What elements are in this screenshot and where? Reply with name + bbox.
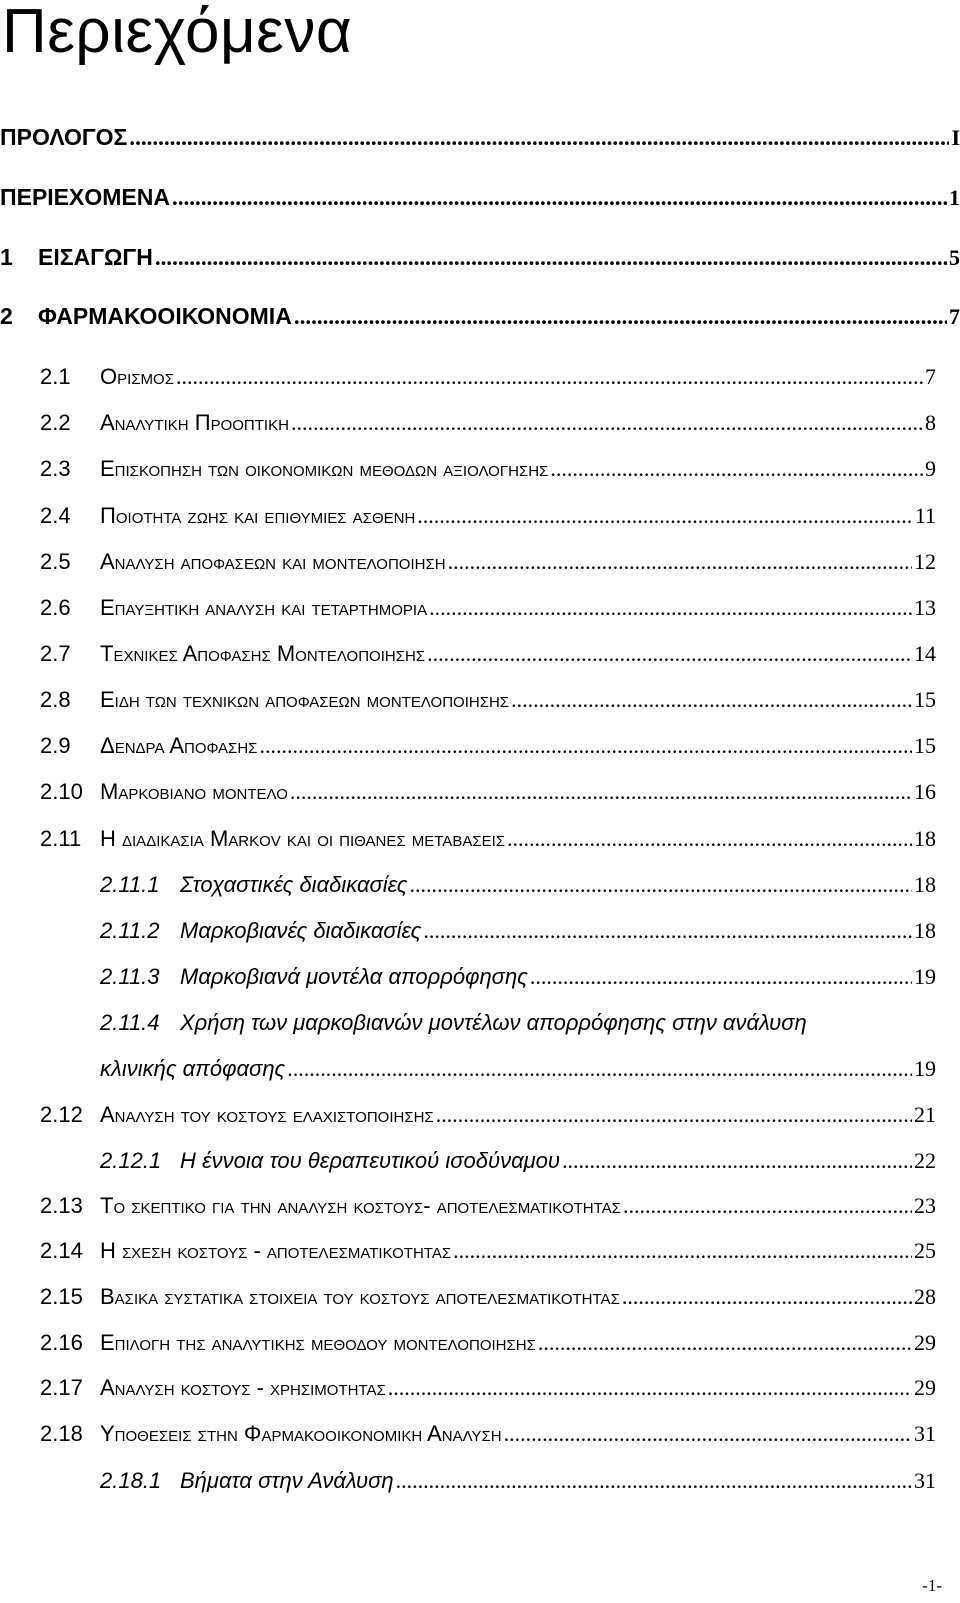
dot-leader bbox=[448, 549, 912, 575]
toc-label: Αναλυση αποφασεων και μοντελοποιηση bbox=[100, 549, 446, 574]
toc-page-number: 15 bbox=[914, 687, 936, 712]
toc-label: Χρήση των μαρκοβιανών μοντέλων απορρόφησης στην ανάλυση bbox=[180, 1010, 807, 1035]
dot-leader bbox=[436, 1102, 912, 1128]
page-footer-number: -1- bbox=[922, 1576, 942, 1595]
toc-page-number: 25 bbox=[914, 1238, 936, 1263]
dot-leader bbox=[291, 410, 923, 436]
toc-number: 2.11.1 bbox=[100, 872, 160, 897]
toc-page-number: 12 bbox=[914, 549, 936, 574]
toc-label-continued: κλινικής απόφασης bbox=[100, 1056, 286, 1081]
page-title: Περιεχόμενα bbox=[2, 0, 353, 66]
toc-page-number: 18 bbox=[914, 872, 936, 897]
toc-entry-2-11-4[interactable] bbox=[100, 1010, 936, 1036]
toc-entry-chapter-2[interactable] bbox=[0, 303, 960, 330]
dot-leader bbox=[290, 779, 912, 805]
dot-leader bbox=[550, 456, 923, 482]
toc-page-number: 28 bbox=[914, 1284, 936, 1309]
toc-page-number: 7 bbox=[925, 364, 936, 389]
toc-entry-2-13[interactable] bbox=[40, 1193, 936, 1219]
toc-number: 2.10 bbox=[40, 779, 83, 804]
toc-page-number: 22 bbox=[914, 1148, 936, 1173]
toc-label: Επισκοπηση των οικονομικων μεθοδων αξιολογησης bbox=[100, 456, 549, 481]
toc-number: 2.11.4 bbox=[100, 1010, 160, 1035]
toc-number: 2.8 bbox=[40, 687, 71, 712]
dot-leader bbox=[507, 826, 912, 852]
dot-leader bbox=[511, 687, 912, 713]
toc-entry-2-17[interactable] bbox=[40, 1375, 936, 1401]
toc-number: 2.7 bbox=[40, 641, 71, 666]
toc-page-number: 16 bbox=[914, 779, 936, 804]
dot-leader bbox=[562, 1148, 912, 1174]
toc-page-number: 19 bbox=[914, 1056, 936, 1081]
dot-leader bbox=[538, 1330, 912, 1356]
toc-page-number: 23 bbox=[914, 1193, 936, 1218]
toc-entry-2-10[interactable] bbox=[40, 779, 936, 805]
toc-number: 2 bbox=[0, 303, 13, 329]
toc-entry-2-12-1[interactable] bbox=[100, 1148, 936, 1174]
toc-number: 2.18 bbox=[40, 1421, 83, 1446]
toc-page-number: 9 bbox=[925, 456, 936, 481]
toc-label: Ορισμος bbox=[100, 364, 174, 389]
dot-leader bbox=[530, 964, 912, 990]
toc-page-number: 13 bbox=[914, 595, 936, 620]
dot-leader bbox=[176, 364, 923, 390]
toc-entry-2-15[interactable] bbox=[40, 1284, 936, 1310]
toc-label: ΠΕΡΙΕΧΟΜΕΝΑ bbox=[0, 184, 170, 210]
toc-number: 2.15 bbox=[40, 1284, 83, 1309]
toc-number: 1 bbox=[0, 244, 13, 270]
dot-leader bbox=[409, 872, 912, 898]
toc-page-number: 14 bbox=[914, 641, 936, 666]
toc-label: ΦΑΡΜΑΚΟΟΙΚΟΝΟΜΙΑ bbox=[38, 303, 292, 329]
toc-page-number: 29 bbox=[914, 1375, 936, 1400]
toc-entry-2-11-1[interactable] bbox=[100, 872, 936, 898]
toc-page-number: 31 bbox=[914, 1421, 936, 1446]
toc-label: Το σκεπτικο για την αναλυση κοστους- αποτελεσματικοτητας bbox=[100, 1193, 621, 1218]
toc-entry-contents[interactable] bbox=[0, 184, 960, 211]
toc-page-number: 21 bbox=[914, 1102, 936, 1127]
toc-label: Μαρκοβιανές διαδικασίες bbox=[180, 918, 422, 943]
toc-number: 2.1 bbox=[40, 364, 71, 389]
dot-leader bbox=[622, 1284, 912, 1310]
dot-leader bbox=[453, 1238, 912, 1264]
dot-leader bbox=[504, 1421, 912, 1447]
toc-entry-2-18[interactable] bbox=[40, 1421, 936, 1447]
toc-label: Αναλυτικη Προοπτικη bbox=[100, 410, 289, 435]
toc-page-number: 11 bbox=[914, 503, 936, 528]
toc-number: 2.14 bbox=[40, 1238, 83, 1263]
toc-number: 2.11 bbox=[40, 826, 82, 851]
toc-label: Η έννοια του θεραπευτικού ισοδύναμου bbox=[180, 1148, 560, 1173]
toc-entry-2-11-4-continued[interactable] bbox=[100, 1056, 936, 1082]
toc-number: 2.12 bbox=[40, 1102, 83, 1127]
toc-entry-2-18-1[interactable] bbox=[100, 1468, 936, 1494]
dot-leader bbox=[287, 1056, 912, 1082]
toc-number: 2.11.3 bbox=[100, 964, 160, 989]
toc-number: 2.17 bbox=[40, 1375, 83, 1400]
dot-leader bbox=[294, 304, 947, 330]
toc-label: Στοχαστικές διαδικασίες bbox=[180, 872, 408, 897]
toc-number: 2.16 bbox=[40, 1330, 83, 1355]
toc-entry-2-8[interactable] bbox=[40, 687, 936, 713]
toc-entry-2-11[interactable] bbox=[40, 826, 936, 852]
toc-label: Δενδρα Αποφασης bbox=[100, 733, 258, 758]
toc-label: Μαρκοβιανά μοντέλα απορρόφησης bbox=[180, 964, 528, 989]
toc-label: Η διαδικασια Markov και οι πιθανες μεταβασεις bbox=[100, 826, 506, 851]
dot-leader bbox=[259, 733, 912, 759]
toc-label: Ποιοτητα ζωης και επιθυμιες ασθενη bbox=[100, 503, 416, 528]
toc-number: 2.3 bbox=[40, 456, 71, 481]
dot-leader bbox=[129, 125, 949, 151]
toc-label: Βήματα στην Ανάλυση bbox=[180, 1468, 394, 1493]
toc-entry-2-1[interactable] bbox=[40, 364, 936, 390]
toc-label: ΕΙΣΑΓΩΓΗ bbox=[38, 244, 153, 270]
toc-entry-prologue[interactable] bbox=[0, 124, 960, 151]
toc-entry-2-11-3[interactable] bbox=[100, 964, 936, 990]
toc-label: Η σχεση κοστους - αποτελεσματικοτητας bbox=[100, 1238, 452, 1263]
dot-leader bbox=[172, 185, 947, 211]
toc-page-number: 5 bbox=[949, 245, 960, 270]
toc-number: 2.11.2 bbox=[100, 918, 160, 943]
dot-leader bbox=[388, 1375, 912, 1401]
dot-leader bbox=[417, 503, 913, 529]
dot-leader bbox=[427, 641, 912, 667]
toc-number: 2.5 bbox=[40, 549, 71, 574]
dot-leader bbox=[623, 1193, 912, 1219]
toc-number: 2.12.1 bbox=[100, 1148, 162, 1173]
dot-leader bbox=[429, 595, 912, 621]
toc-label: Βασικα συστατικα στοιχεια του κοστους αποτελεσματικοτητας bbox=[100, 1284, 620, 1309]
toc-number: 2.4 bbox=[40, 503, 71, 528]
toc-page-number: 29 bbox=[914, 1330, 936, 1355]
toc-page-number: 19 bbox=[914, 964, 936, 989]
toc-entry-2-12[interactable] bbox=[40, 1102, 936, 1128]
toc-label: Αναλυση κοστους - χρησιμοτητας bbox=[100, 1375, 386, 1400]
toc-number: 2.2 bbox=[40, 410, 71, 435]
toc-number: 2.13 bbox=[40, 1193, 83, 1218]
toc-page-number: I bbox=[951, 125, 960, 150]
toc-entry-2-9[interactable] bbox=[40, 733, 936, 759]
toc-entry-chapter-1[interactable] bbox=[0, 244, 960, 271]
toc-page-number: 18 bbox=[914, 918, 936, 943]
toc-entry-2-14[interactable] bbox=[40, 1238, 936, 1264]
toc-page-number: 15 bbox=[914, 733, 936, 758]
toc-number: 2.6 bbox=[40, 595, 71, 620]
toc-number: 2.9 bbox=[40, 733, 71, 758]
toc-label: Ειδη των τεχνικων αποφασεων μοντελοποιησης bbox=[100, 687, 510, 712]
toc-entry-2-4[interactable] bbox=[40, 503, 936, 529]
toc-label: ΠΡΟΛΟΓΟΣ bbox=[0, 124, 128, 150]
toc-page-number: 31 bbox=[914, 1468, 936, 1493]
toc-entry-2-2[interactable] bbox=[40, 410, 936, 436]
toc-entry-2-6[interactable] bbox=[40, 595, 936, 621]
toc-label: Αναλυση του κοστους ελαχιστοποιησης bbox=[100, 1102, 434, 1127]
toc-label: Μαρκοβιανο μοντελο bbox=[100, 779, 288, 804]
toc-page-number: 7 bbox=[949, 304, 960, 329]
toc-label: Τεχνικες Αποφασης Μοντελοποιησης bbox=[100, 641, 426, 666]
toc-entry-2-11-2[interactable] bbox=[100, 918, 936, 944]
toc-page-number: 1 bbox=[949, 185, 960, 210]
toc-number: 2.18.1 bbox=[100, 1468, 162, 1493]
toc-page-number: 8 bbox=[925, 410, 936, 435]
toc-label: Υποθεσεις στην Φαρμακοοικονομικη Αναλυση bbox=[100, 1421, 502, 1446]
dot-leader bbox=[396, 1468, 912, 1494]
dot-leader bbox=[155, 245, 947, 271]
toc-label: Επαυξητικη αναλυση και τεταρτημορια bbox=[100, 595, 428, 620]
toc-label: Επιλογη της αναλυτικης μεθοδου μοντελοποιησης bbox=[100, 1330, 536, 1355]
toc-entry-2-3[interactable] bbox=[40, 456, 936, 482]
toc-entry-2-7[interactable] bbox=[40, 641, 936, 667]
toc-page-number: 18 bbox=[914, 826, 936, 851]
toc-entry-2-5[interactable] bbox=[40, 549, 936, 575]
dot-leader bbox=[423, 918, 912, 944]
toc-entry-2-16[interactable] bbox=[40, 1330, 936, 1356]
